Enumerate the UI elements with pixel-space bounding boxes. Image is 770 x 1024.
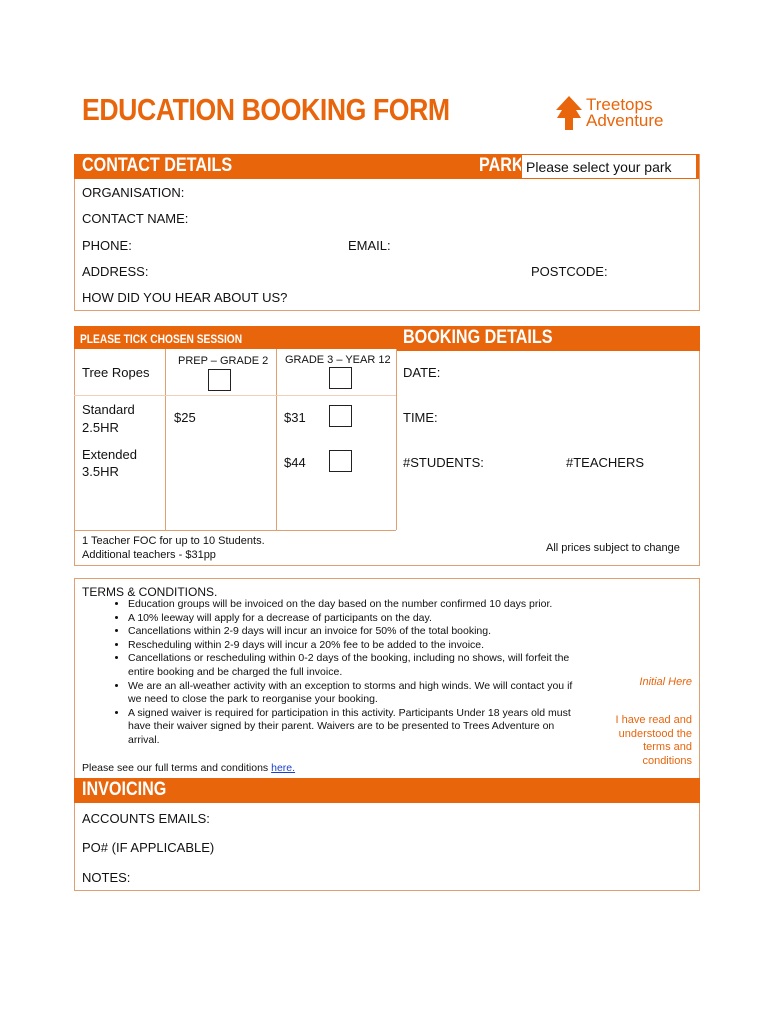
treetops-logo — [556, 96, 686, 132]
teacher-note: 1 Teacher FOC for up to 10 Students. — [82, 535, 265, 547]
teacher-note-additional: Additional teachers - $31pp — [82, 549, 216, 561]
terms-item: • Rescheduling within 2-9 days will incur a 20% fee to be added to the invoice. — [128, 639, 580, 653]
teachers-field[interactable]: #TEACHERS — [566, 455, 645, 470]
divider — [276, 349, 277, 530]
ack-line: I have read and — [615, 714, 692, 726]
terms-item: • Education groups will be invoiced on the day based on the number confirmed 10 days prior. — [128, 598, 580, 612]
row-standard-duration: 2.5HR — [82, 420, 119, 435]
contact-header-bar — [74, 154, 520, 179]
logo-line1: Treetops — [586, 95, 653, 114]
organisation-field[interactable]: ORGANISATION: — [82, 185, 185, 200]
checkbox-grade3-tree-ropes[interactable] — [329, 367, 352, 389]
booking-header-bar — [396, 326, 700, 351]
checkbox-standard-grade3[interactable] — [329, 405, 352, 427]
ack-line: terms and — [643, 741, 692, 753]
contact-header: CONTACT DETAILS — [82, 155, 233, 176]
terms-item: • We are an all-weather activity with an exception to storms and high winds. We will contact you if we need to close the park to reorganise your booking. — [128, 680, 580, 707]
logo-line2: Adventure — [586, 111, 664, 130]
initial-here-field[interactable]: Initial Here — [639, 676, 692, 688]
row-extended: Extended — [82, 447, 137, 462]
hear-about-field[interactable]: HOW DID YOU HEAR ABOUT US? — [82, 290, 288, 305]
session-header: PLEASE TICK CHOSEN SESSION — [80, 332, 243, 346]
invoicing-header-bar — [74, 778, 700, 803]
postcode-field[interactable]: POSTCODE: — [531, 264, 608, 279]
phone-field[interactable]: PHONE: — [82, 238, 132, 253]
row-extended-duration: 3.5HR — [82, 464, 119, 479]
contact-name-field[interactable]: CONTACT NAME: — [82, 211, 189, 226]
email-field[interactable]: EMAIL: — [348, 238, 391, 253]
price-standard-prep: $25 — [174, 410, 196, 425]
park-label: PARK — [479, 155, 524, 176]
date-field[interactable]: DATE: — [403, 365, 441, 380]
price-standard-grade3: $31 — [284, 410, 306, 425]
divider — [396, 349, 397, 530]
form-title: EDUCATION BOOKING FORM — [82, 92, 450, 127]
ack-line: understood the — [618, 727, 692, 740]
col-grade3-year12: GRADE 3 – YEAR 12 — [285, 354, 391, 366]
park-label-bar — [477, 154, 524, 179]
terms-footer — [82, 762, 295, 774]
park-select[interactable]: Please select your park — [521, 154, 699, 179]
session-header-bar — [74, 326, 396, 349]
po-number-field[interactable]: PO# (IF APPLICABLE) — [82, 840, 215, 855]
divider — [165, 349, 166, 530]
tree-icon — [556, 96, 582, 130]
invoicing-header: INVOICING — [82, 779, 167, 800]
checkbox-prep-tree-ropes[interactable] — [208, 369, 231, 391]
row-standard: Standard — [82, 402, 135, 417]
col-prep-grade2: PREP – GRADE 2 — [178, 355, 269, 367]
terms-header: TERMS & CONDITIONS. — [82, 585, 218, 599]
time-field[interactable]: TIME: — [403, 410, 438, 425]
divider — [74, 395, 396, 396]
row-tree-ropes: Tree Ropes — [82, 365, 150, 380]
terms-item: • Cancellations within 2-9 days will incur an invoice for 50% of the total booking. — [128, 625, 580, 639]
terms-list — [100, 598, 580, 748]
accounts-emails-field[interactable]: ACCOUNTS EMAILS: — [82, 811, 210, 826]
notes-field[interactable]: NOTES: — [82, 870, 131, 885]
terms-item: • A signed waiver is required for participation in this activity. Participants Under 18 years old must have their waiver signed by their parent. Waivers are to be presented to Trees Adventure on arrival. — [128, 707, 580, 748]
terms-item: • Cancellations or rescheduling within 0-2 days of the booking, including no shows, will forfeit the entire booking and be charged the full invoice. — [128, 652, 580, 679]
divider — [74, 530, 396, 531]
prices-note: All prices subject to change — [546, 542, 680, 554]
checkbox-extended-grade3[interactable] — [329, 450, 352, 472]
students-field[interactable]: #STUDENTS: — [403, 455, 484, 470]
ack-line: conditions — [642, 754, 692, 767]
address-field[interactable]: ADDRESS: — [82, 264, 149, 279]
terms-footer-text: Please see our full terms and conditions — [82, 762, 272, 774]
terms-item: • A 10% leeway will apply for a decrease of participants on the day. — [128, 612, 580, 626]
terms-acknowledgement — [590, 714, 692, 768]
price-extended-grade3: $44 — [284, 455, 306, 470]
terms-link[interactable]: here. — [271, 762, 296, 774]
booking-header: BOOKING DETAILS — [403, 327, 553, 348]
